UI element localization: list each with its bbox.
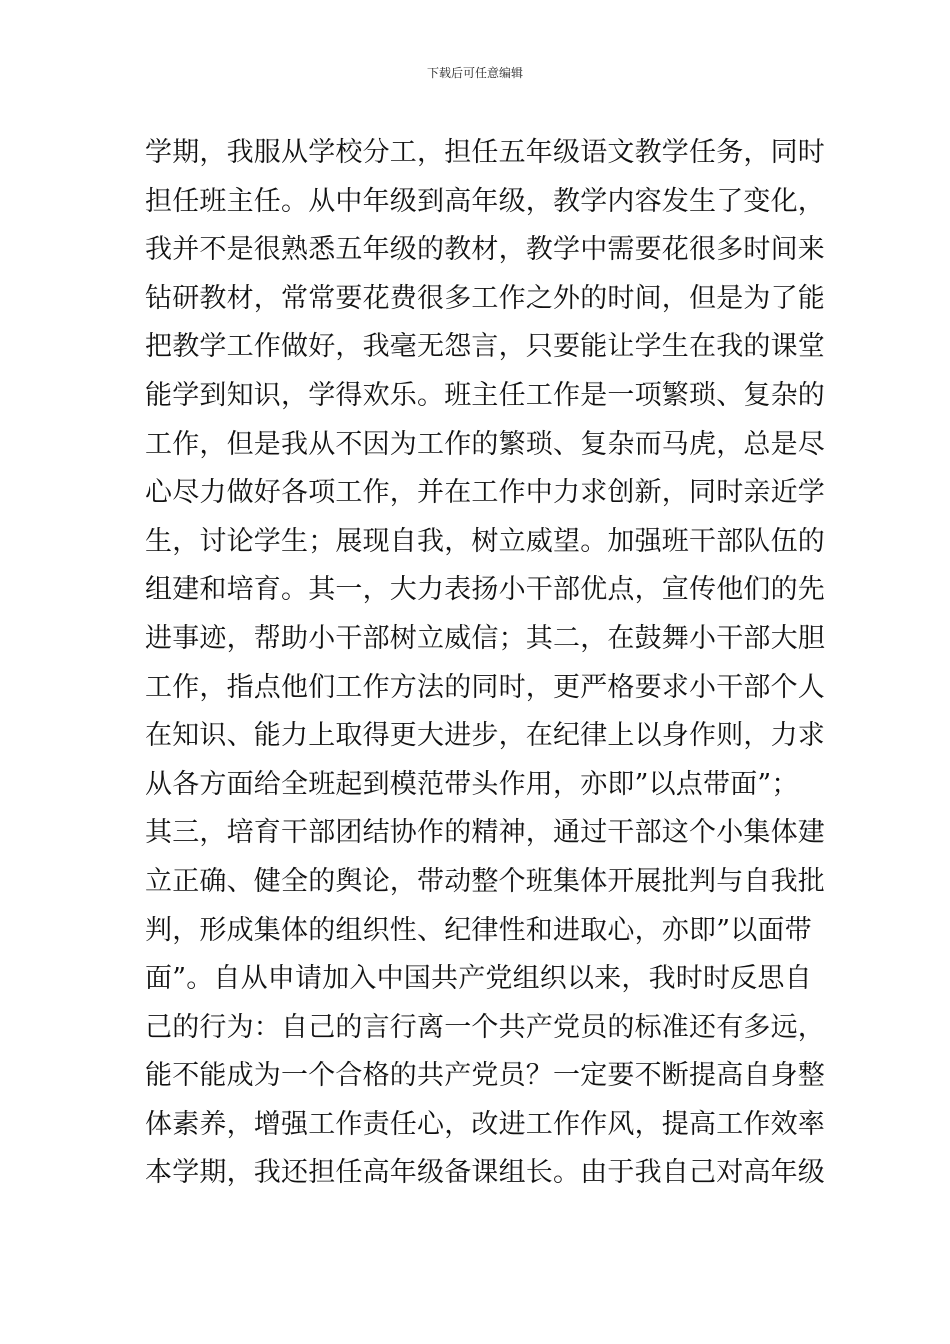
text-line: 心尽力做好各项工作，并在工作中力求创新，同时亲近学	[145, 477, 825, 509]
text-line: 工作，指点他们工作方法的同时，更严格要求小干部个人	[145, 671, 825, 703]
text-line: 能学到知识，学得欢乐。班主任工作是一项繁琐、复杂的	[145, 379, 825, 411]
text-line: 判，形成集体的组织性、纪律性和进取心，亦即”以面带	[145, 914, 812, 946]
text-line: 生，讨论学生；展现自我，树立威望。加强班干部队伍的	[145, 525, 825, 557]
text-line: 我并不是很熟悉五年级的教材，教学中需要花很多时间来	[145, 234, 825, 266]
text-line: 体素养，增强工作责任心，改进工作作风，提高工作效率	[145, 1108, 825, 1140]
document-body	[145, 129, 825, 1198]
text-line: 能不能成为一个合格的共产党员？一定要不断提高自身整	[145, 1060, 825, 1092]
text-line: 从各方面给全班起到模范带头作用，亦即”以点带面”；	[145, 768, 799, 800]
text-line: 钻研教材，常常要花费很多工作之外的时间，但是为了能	[145, 282, 825, 314]
text-line: 学期，我服从学校分工，担任五年级语文教学任务，同时	[145, 137, 825, 168]
text-line: 面”。自从申请加入中国共产党组织以来，我时时反思自	[145, 963, 812, 995]
text-line: 其三，培育干部团结协作的精神，通过干部这个小集体建	[145, 817, 825, 849]
page-header-note: 下载后可任意编辑	[426, 66, 523, 80]
text-line: 立正确、健全的舆论，带动整个班集体开展批判与自我批	[145, 865, 825, 897]
text-line: 在知识、能力上取得更大进步，在纪律上以身作则，力求	[145, 720, 825, 752]
text-line: 本学期，我还担任高年级备课组长。由于我自己对高年级	[145, 1157, 825, 1189]
text-line: 进事迹，帮助小干部树立威信；其二，在鼓舞小干部大胆	[145, 622, 825, 654]
text-line: 组建和培育。其一，大力表扬小干部优点，宣传他们的先	[145, 574, 825, 606]
text-line: 工作，但是我从不因为工作的繁琐、复杂而马虎，总是尽	[145, 428, 825, 460]
text-line: 担任班主任。从中年级到高年级，教学内容发生了变化，	[145, 185, 825, 217]
text-line: 己的行为：自己的言行离一个共产党员的标准还有多远，	[145, 1011, 825, 1043]
text-line: 把教学工作做好，我毫无怨言，只要能让学生在我的课堂	[145, 331, 825, 363]
